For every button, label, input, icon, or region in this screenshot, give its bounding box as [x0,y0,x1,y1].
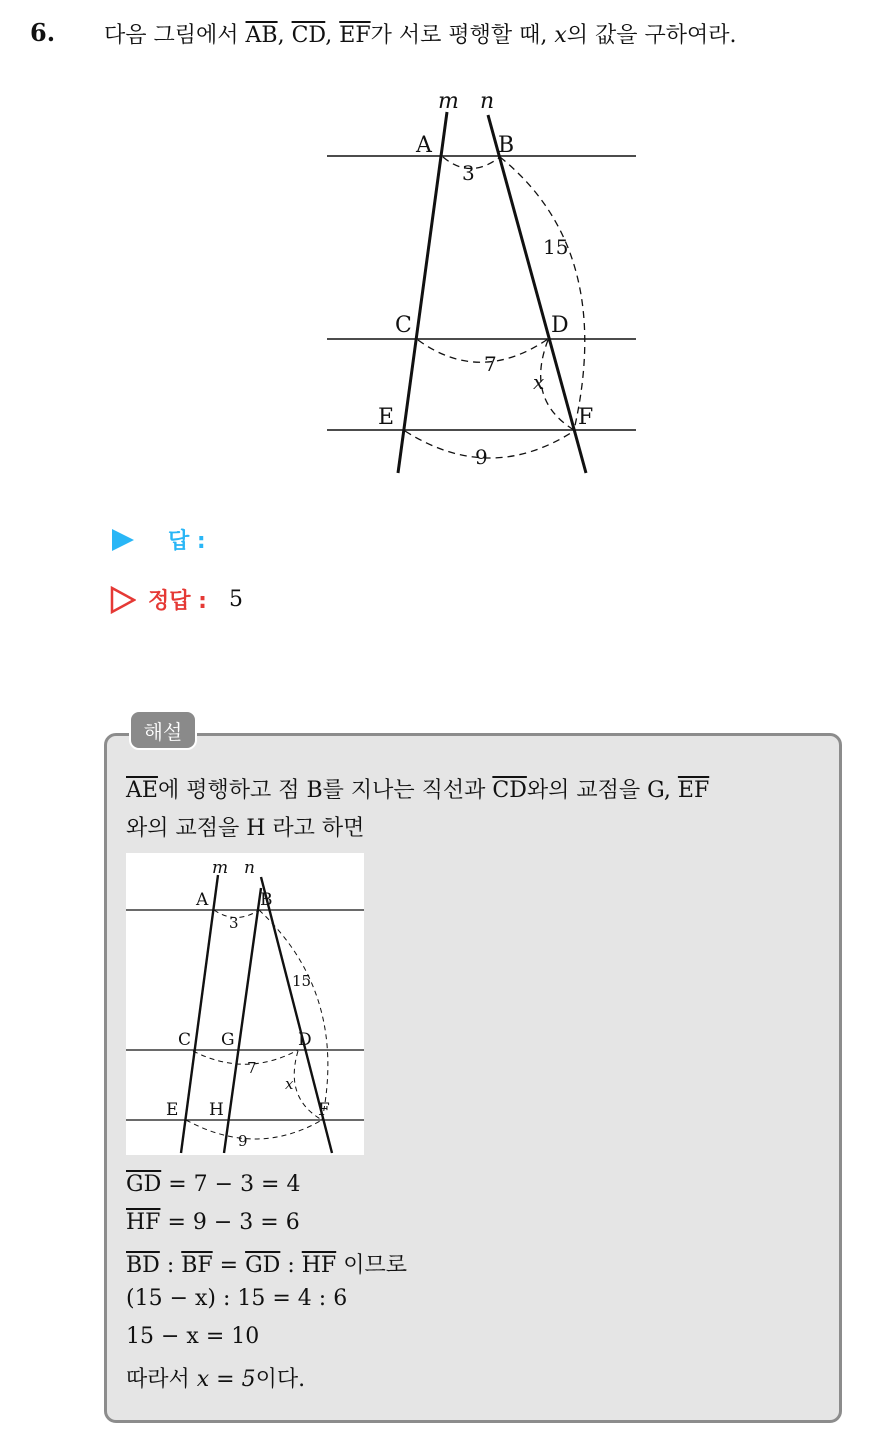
comma: , [325,23,333,48]
correct-answer-row [110,584,243,615]
segment-ae: $\overline{AE}$ [126,778,158,803]
label-hf-length: 9 [238,1132,248,1150]
correct-answer-label: 정답 : [148,589,207,614]
label-m: m [212,858,229,878]
label-ab-length: 3 [462,161,475,185]
point-e: E [166,1100,179,1120]
colon: : [287,1253,295,1278]
point-f: F [318,1100,330,1120]
explanation-figure [126,853,364,1155]
equation-hf [126,1210,300,1235]
segment-cd: $\overline{CD}$ [492,778,527,803]
conclusion-suffix: 이다. [255,1367,306,1392]
point-c: C [178,1030,192,1050]
point-c: C [395,313,412,338]
equation-rest: = 7 − 3 = 4 [168,1172,301,1197]
comma: , [277,23,285,48]
label-m: m [438,89,459,114]
point-a: A [196,890,209,910]
conclusion [126,1362,305,1393]
point-b: B [260,890,273,910]
point-a: A [416,133,432,158]
equation-rest: = 9 − 3 = 6 [167,1210,300,1235]
label-n: n [244,858,255,878]
correct-answer-value: 5 [228,587,243,612]
question-prefix: 다음 그림에서 [104,23,239,48]
play-outline-icon [110,586,136,614]
segment-gd: $\overline{GD}$ [245,1253,281,1278]
question-mid: 가 서로 평행할 때, [370,23,548,48]
point-f: F [578,405,594,430]
explanation-text: 와의 교점을 G, [526,778,671,803]
question-suffix: 의 값을 구하여라. [566,23,737,48]
colon: : [166,1253,175,1278]
explanation-tag: 해설 [129,710,197,750]
label-bd-length: 15 [292,972,312,990]
label-cd-length: 7 [484,352,497,376]
label-ef-length: 9 [475,445,488,469]
explanation-line-2: 와의 교점을 H 라고 하면 [126,816,365,841]
answer-label: 답 : [168,529,206,554]
point-h: H [209,1100,224,1120]
label-df-length: x [533,370,545,394]
equation-tail: 이므로 [343,1253,407,1278]
segment-ef: $\overline{EF}$ [339,23,371,48]
segment-bf: $\overline{BF}$ [181,1253,213,1278]
play-arrow-icon [110,527,136,553]
answer-row [110,524,206,555]
segment-ef: $\overline{EF}$ [677,778,710,803]
label-df-length: x [285,1075,294,1093]
label-bd-length: 15 [543,235,569,259]
equation-proportion: (15 − x) : 15 = 4 : 6 [126,1286,348,1311]
equation-gd [126,1172,300,1197]
explanation-line-1 [126,773,709,804]
segment-bd: $\overline{BD}$ [126,1253,160,1278]
segment-cd: $\overline{CD}$ [291,23,326,48]
segment-hf: $\overline{HF}$ [126,1210,161,1235]
equals: = [219,1253,239,1278]
equation-ratio [126,1248,407,1279]
point-e: E [378,405,395,430]
point-d: D [551,313,569,338]
conclusion-equation: x = 5 [196,1367,256,1392]
explanation-text: 에 평행하고 점 B를 지나는 직선과 [157,778,486,803]
conclusion-prefix: 따라서 [126,1367,190,1392]
point-d: D [298,1030,312,1050]
label-n: n [480,89,495,114]
segment-gd: $\overline{GD}$ [126,1172,162,1197]
point-b: B [498,133,515,158]
point-g: G [221,1030,235,1050]
figure-auxiliary-line [126,853,364,1155]
variable-x: x [554,23,567,48]
label-gd-length: 7 [247,1059,257,1077]
segment-ab: $\overline{AB}$ [245,23,278,48]
equation-simplified: 15 − x = 10 [126,1324,260,1349]
segment-hf: $\overline{HF}$ [301,1253,337,1278]
question-number: 6. [30,18,56,47]
label-ab-length: 3 [229,914,239,932]
figure-parallel-lines [0,0,884,500]
